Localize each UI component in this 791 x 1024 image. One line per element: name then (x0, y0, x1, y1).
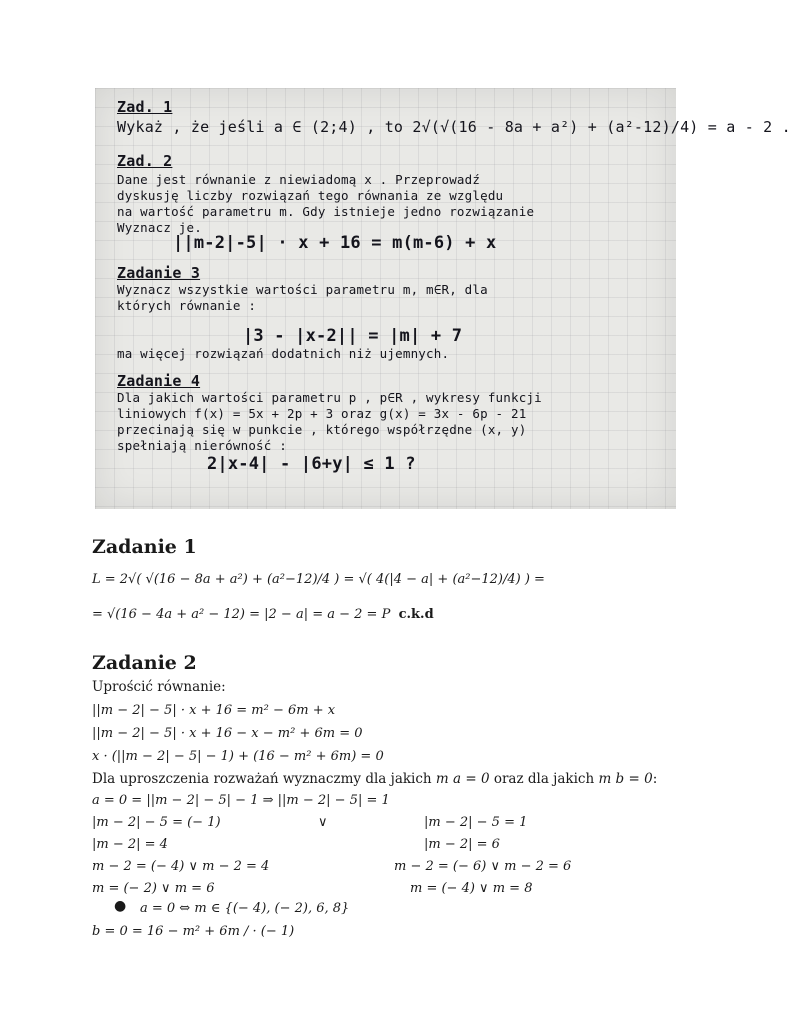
z2-eq-4: a = 0 = ||m − 2| − 5| − 1 ⇒ ||m − 2| − 5| = 1 (92, 793, 390, 808)
z2-intro: Uprościć równanie: (92, 679, 226, 695)
z2-eq-1: ||m − 2| − 5| · x + 16 = m² − 6m + x (92, 703, 336, 718)
handwritten-line-z3t: Zadanie 3 (117, 264, 201, 282)
z2-eq-8-left: m = (− 2) ∨ m = 6 (92, 881, 215, 896)
handwritten-line-z1t: Zad. 1 (117, 98, 173, 116)
handwritten-line-z2b: dyskusję liczby rozwiązań tego równania ze względu (117, 188, 504, 203)
z2-desc-mid: oraz dla jakich (493, 771, 595, 787)
z2-eq-5-or: ∨ (318, 815, 328, 830)
handwritten-tasks-photo (95, 88, 791, 509)
handwritten-line-z3a: Wyznacz wszystkie wartości parametru m, m∈R, dla (117, 282, 488, 297)
z2-eq-5-right: |m − 2| − 5 = 1 (424, 815, 528, 830)
z2-desc-end: : (652, 771, 658, 787)
z2-bullet-result: a = 0 ⇔ m ∈ {(− 4), (− 2), 6, 8} (140, 901, 350, 916)
handwritten-line-z4c: przecinają się w punkcie , którego współrzędne (x, y) (117, 422, 527, 437)
ckd-label: c.k.d (398, 607, 434, 622)
z1-line-2 (92, 607, 434, 622)
handwritten-line-z4d: spełniają nierówność : (117, 438, 287, 453)
handwritten-line-z3c: |3 - |x-2|| = |m| + 7 (243, 326, 463, 346)
z2-eq-6-left: |m − 2| = 4 (92, 837, 168, 852)
handwritten-line-z1a: Wykaż , że jeśli a ∈ (2;4) , to 2√(√(16 - 8a + a²) + (a²-12)/4) = a - 2 . (117, 118, 791, 136)
handwritten-line-z3b: których równanie : (117, 298, 257, 313)
z2-description (92, 771, 657, 787)
z2-eq-2: ||m − 2| − 5| · x + 16 − x − m² + 6m = 0 (92, 726, 363, 741)
heading-zadanie-1: Zadanie 1 (92, 536, 197, 558)
z2-eq-7-right: m − 2 = (− 6) ∨ m − 2 = 6 (394, 859, 572, 874)
z2-eq-7-left: m − 2 = (− 4) ∨ m − 2 = 4 (92, 859, 270, 874)
handwritten-line-z4b: liniowych f(x) = 5x + 2p + 3 oraz g(x) = 3x - 6p - 21 (117, 406, 527, 421)
handwritten-line-z4e: 2|x-4| - |6+y| ≤ 1 ? (207, 454, 416, 474)
z1-line-1: L = 2√( √(16 − 8a + a²) + (a²−12)/4 ) = √( 4(|4 − a| + (a²−12)/4) ) = (92, 572, 545, 587)
z2-eq-6-right: |m − 2| = 6 (424, 837, 500, 852)
z2-eq-5-left: |m − 2| − 5 = (− 1) (92, 815, 221, 830)
bullet-dot-icon: ● (114, 898, 127, 914)
handwritten-line-z4a: Dla jakich wartości parametru p , p∈R , wykresy funkcji (117, 390, 542, 405)
handwritten-line-z3d: ma więcej rozwiązań dodatnich niż ujemnych. (117, 346, 450, 361)
handwritten-line-z2d: Wyznacz je. (117, 220, 202, 235)
handwritten-line-z2a: Dane jest równanie z niewiadomą x . Przeprowadź (117, 172, 481, 187)
z2-eq-3: x · (||m − 2| − 5| − 1) + (16 − m² + 6m) = 0 (92, 749, 384, 764)
z1-line-2-math: = √(16 − 4a + a² − 12) = |2 − a| = a − 2 = P (92, 607, 391, 622)
z2-eq-9: b = 0 = 16 − m² + 6m / · (− 1) (92, 924, 295, 939)
handwritten-line-z2c: na wartość parametru m. Gdy istnieje jedno rozwiązanie (117, 204, 535, 219)
handwritten-line-z4t: Zadanie 4 (117, 372, 201, 390)
handwritten-line-z2t: Zad. 2 (117, 152, 173, 170)
z2-desc-a: Dla uproszczenia rozważań wyznaczmy dla jakich (92, 771, 432, 787)
handwritten-line-z2e: ||m-2|-5| · x + 16 = m(m-6) + x (173, 233, 497, 253)
z2-desc-m2: m b = 0 (598, 771, 653, 787)
z2-eq-8-right: m = (− 4) ∨ m = 8 (410, 881, 533, 896)
heading-zadanie-2: Zadanie 2 (92, 652, 197, 674)
z2-desc-m1: m a = 0 (435, 771, 490, 787)
